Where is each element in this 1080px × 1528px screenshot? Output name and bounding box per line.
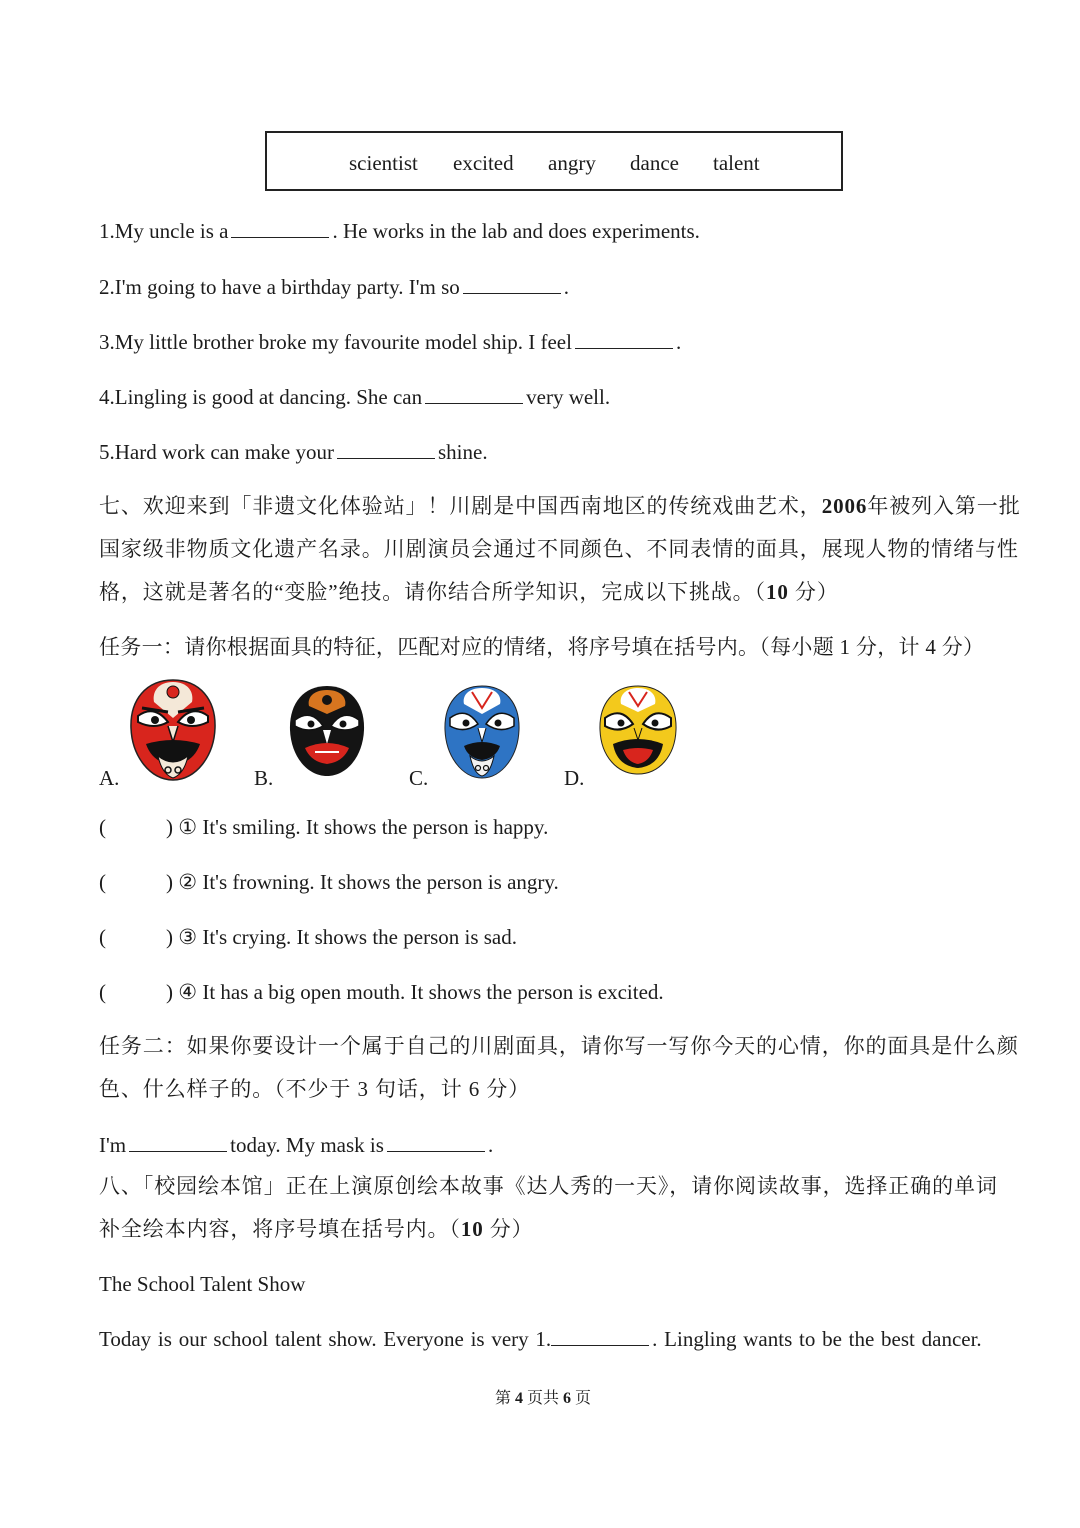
paren-open: ( [99, 870, 106, 894]
mask-d-yellow-image [597, 684, 679, 776]
section-8-line-1: 八、「校园绘本馆」正在上演原创绘本故事《达人秀的一天》，请你阅读故事，选择正确的单词 [99, 1174, 998, 1198]
question-4 [99, 383, 610, 411]
task-2-text: today. My mask is [230, 1133, 384, 1157]
question-text: 5.Hard work can make your [99, 440, 334, 464]
page-footer [495, 1385, 591, 1408]
paren-open: ( [99, 980, 106, 1004]
section-8-text: 补全绘本内容，将序号填在括号内。（ [99, 1217, 461, 1241]
word-bank-item: talent [713, 151, 760, 175]
question-text: 3.My little brother broke my favourite model ship. I feel [99, 330, 572, 354]
section-7-line-3 [99, 578, 839, 606]
item-number: ④ [178, 980, 198, 1004]
mask-c-blue-image [442, 684, 522, 780]
task-2-text: I'm [99, 1133, 127, 1157]
task-2-text: . [487, 1133, 494, 1157]
paren-close: ) [166, 870, 173, 894]
task-1-item-3 [99, 923, 517, 951]
section-8-text: 分） [489, 1217, 534, 1241]
task-2-line-1: 任务二：如果你要设计一个属于自己的川剧面具，请你写一写你今天的心情，你的面具是什么颜 [99, 1034, 1019, 1058]
task-1-item-4 [99, 978, 664, 1006]
item-number: ③ [178, 925, 198, 949]
story-line-1 [99, 1325, 982, 1353]
item-text: It's crying. It shows the person is sad. [202, 925, 517, 949]
task-1-item-1 [99, 813, 548, 841]
footer-text: 页 [575, 1390, 592, 1407]
word-bank-item: dance [630, 151, 679, 175]
paren-open: ( [99, 925, 106, 949]
question-text: 2.I'm going to have a birthday party. I'm so [99, 275, 460, 299]
section-7-line-2: 国家级非物质文化遗产名录。川剧演员会通过不同颜色、不同表情的面具，展现人物的情绪与性 [99, 537, 1019, 561]
answer-blank[interactable] [129, 1133, 227, 1152]
question-text: very well. [526, 385, 611, 409]
story-text: . Lingling wants to be the best dancer. [652, 1327, 982, 1351]
task-2-answer-line [99, 1131, 493, 1159]
item-text: It has a big open mouth. It shows the person is excited. [202, 980, 664, 1004]
mask-a-red-image [128, 678, 218, 782]
mask-b-black-image [287, 684, 367, 778]
answer-blank[interactable] [551, 1327, 649, 1346]
question-text: shine. [438, 440, 488, 464]
question-3 [99, 328, 681, 356]
section-7-text: 年被列入第一批 [867, 494, 1021, 518]
paren-close: ) [166, 980, 173, 1004]
footer-total-pages: 6 [563, 1390, 572, 1407]
answer-blank[interactable] [575, 330, 673, 349]
paren-close: ) [166, 815, 173, 839]
task-1-title: 任务一：请你根据面具的特征，匹配对应的情绪，将序号填在括号内。（每小题 1 分，计 4 分） [99, 635, 985, 659]
question-1 [99, 217, 700, 245]
question-text: . [675, 330, 682, 354]
answer-blank[interactable] [231, 219, 329, 238]
story-text: Today is our school talent show. Everyone is very 1. [99, 1327, 552, 1351]
footer-text: 第 [495, 1390, 512, 1407]
mask-label-c: C. [409, 766, 429, 790]
answer-blank[interactable] [387, 1133, 485, 1152]
score-text: 10 [765, 580, 789, 604]
answer-blank[interactable] [425, 385, 523, 404]
story-title: The School Talent Show [99, 1272, 306, 1296]
mask-label-a: A. [99, 766, 120, 790]
section-8-line-2 [99, 1215, 534, 1243]
question-5 [99, 438, 488, 466]
item-number: ② [178, 870, 198, 894]
mask-label-b: B. [254, 766, 274, 790]
item-text: It's smiling. It shows the person is happy. [202, 815, 549, 839]
answer-blank[interactable] [337, 440, 435, 459]
section-7-text: 格，这就是著名的“变脸”绝技。请你结合所学知识，完成以下挑战。（ [99, 580, 766, 604]
item-number: ① [178, 815, 198, 839]
question-text: . He works in the lab and does experiments. [332, 219, 700, 243]
answer-blank[interactable] [463, 275, 561, 294]
section-7-line-1 [99, 492, 1021, 520]
year-text: 2006 [821, 494, 868, 518]
word-bank-item: scientist [349, 151, 418, 175]
section-7-text: 分） [794, 580, 839, 604]
question-2 [99, 273, 569, 301]
task-2-line-2: 色、什么样子的。（不少于 3 句话，计 6 分） [99, 1077, 531, 1101]
score-text: 10 [460, 1217, 484, 1241]
footer-page-number: 4 [515, 1390, 524, 1407]
task-1-item-2 [99, 868, 559, 896]
word-bank-item: excited [453, 151, 514, 175]
word-bank-item: angry [548, 151, 596, 175]
footer-text: 页共 [527, 1390, 560, 1407]
paren-open: ( [99, 815, 106, 839]
section-7-text: 七、欢迎来到「非遗文化体验站」！川剧是中国西南地区的传统戏曲艺术， [99, 494, 822, 518]
question-text: 4.Lingling is good at dancing. She can [99, 385, 423, 409]
mask-label-d: D. [564, 766, 585, 790]
question-text: . [563, 275, 570, 299]
question-text: 1.My uncle is a [99, 219, 229, 243]
item-text: It's frowning. It shows the person is angry. [202, 870, 559, 894]
paren-close: ) [166, 925, 173, 949]
word-bank-box [265, 131, 843, 191]
